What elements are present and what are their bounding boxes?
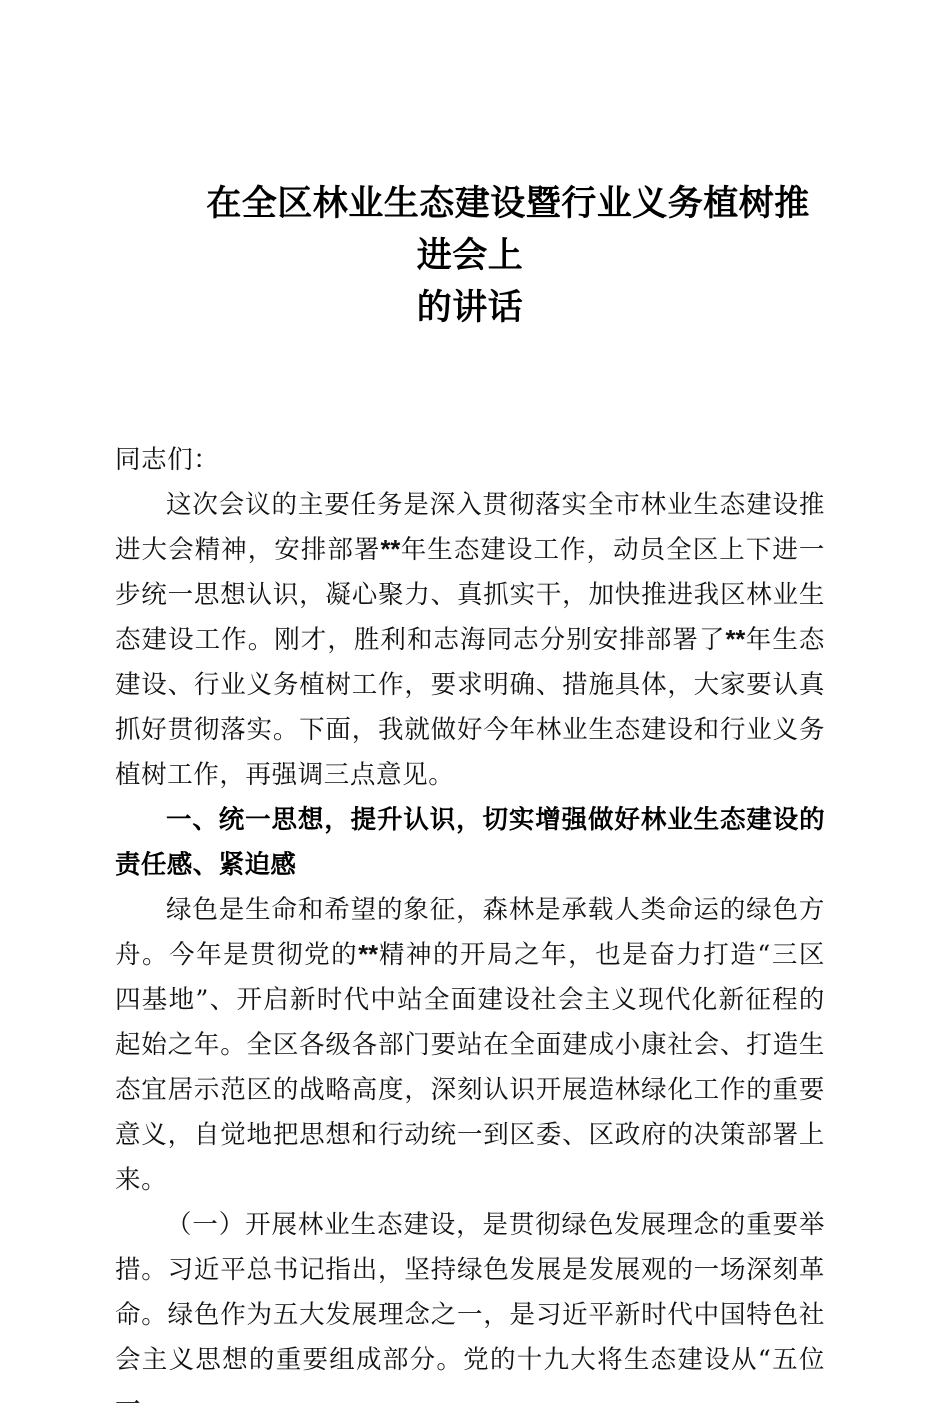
paragraph-section-1-body: 绿色是生命和希望的象征，森林是承载人类命运的绿色方舟。今年是贯彻党的**精神的开局之年，也是奋力打造“三区四基地”、开启新时代中站全面建设社会主义现代化新征程的起始之年。全区各级各部门要站在全面建成小康社会、打造生态宜居示范区的战略高度，深刻认识开展造林绿化工作的重要意义，自觉地把思想和行动统一到区委、区政府的决策部署上来。	[115, 895, 825, 1195]
title-line-2: 的讲话	[416, 287, 524, 328]
paragraph-subsection-1-1: （一）开展林业生态建设，是贯彻绿色发展理念的重要举措。习近平总书记指出，坚持绿色发展是发展观的一场深刻革命。绿色作为五大发展理念之一，是习近平新时代中国特色社会主义思想的重要组成部分。党的十九大将生态建设从“五位一	[115, 1210, 825, 1420]
redacted-placeholder: **	[358, 941, 379, 969]
salutation: 同志们：	[115, 445, 220, 475]
redacted-placeholder: **	[380, 536, 401, 564]
heading-section-1: 一、统一思想，提升认识，切实增强做好林业生态建设的责任感、紧迫感	[115, 806, 825, 879]
redacted-placeholder: **	[725, 626, 746, 654]
title-spacer	[115, 386, 825, 438]
paragraph-intro: 这次会议的主要任务是深入贯彻落实全市林业生态建设推进大会精神，安排部署**年生态建设工作，动员全区上下进一步统一思想认识，凝心聚力、真抓实干，加快推进我区林业生态建设工作。刚才，胜利和志海同志分别安排部署了**年生态建设、行业义务植树工作，要求明确、措施具体，大家要认真抓好贯彻落实。下面，我就做好今年林业生态建设和行业义务植树工作，再强调三点意见。	[115, 490, 825, 790]
document-content	[115, 126, 825, 1428]
page-title	[115, 126, 825, 386]
title-line-1: 在全区林业生态建设暨行业义务植树推进会上	[206, 183, 810, 276]
